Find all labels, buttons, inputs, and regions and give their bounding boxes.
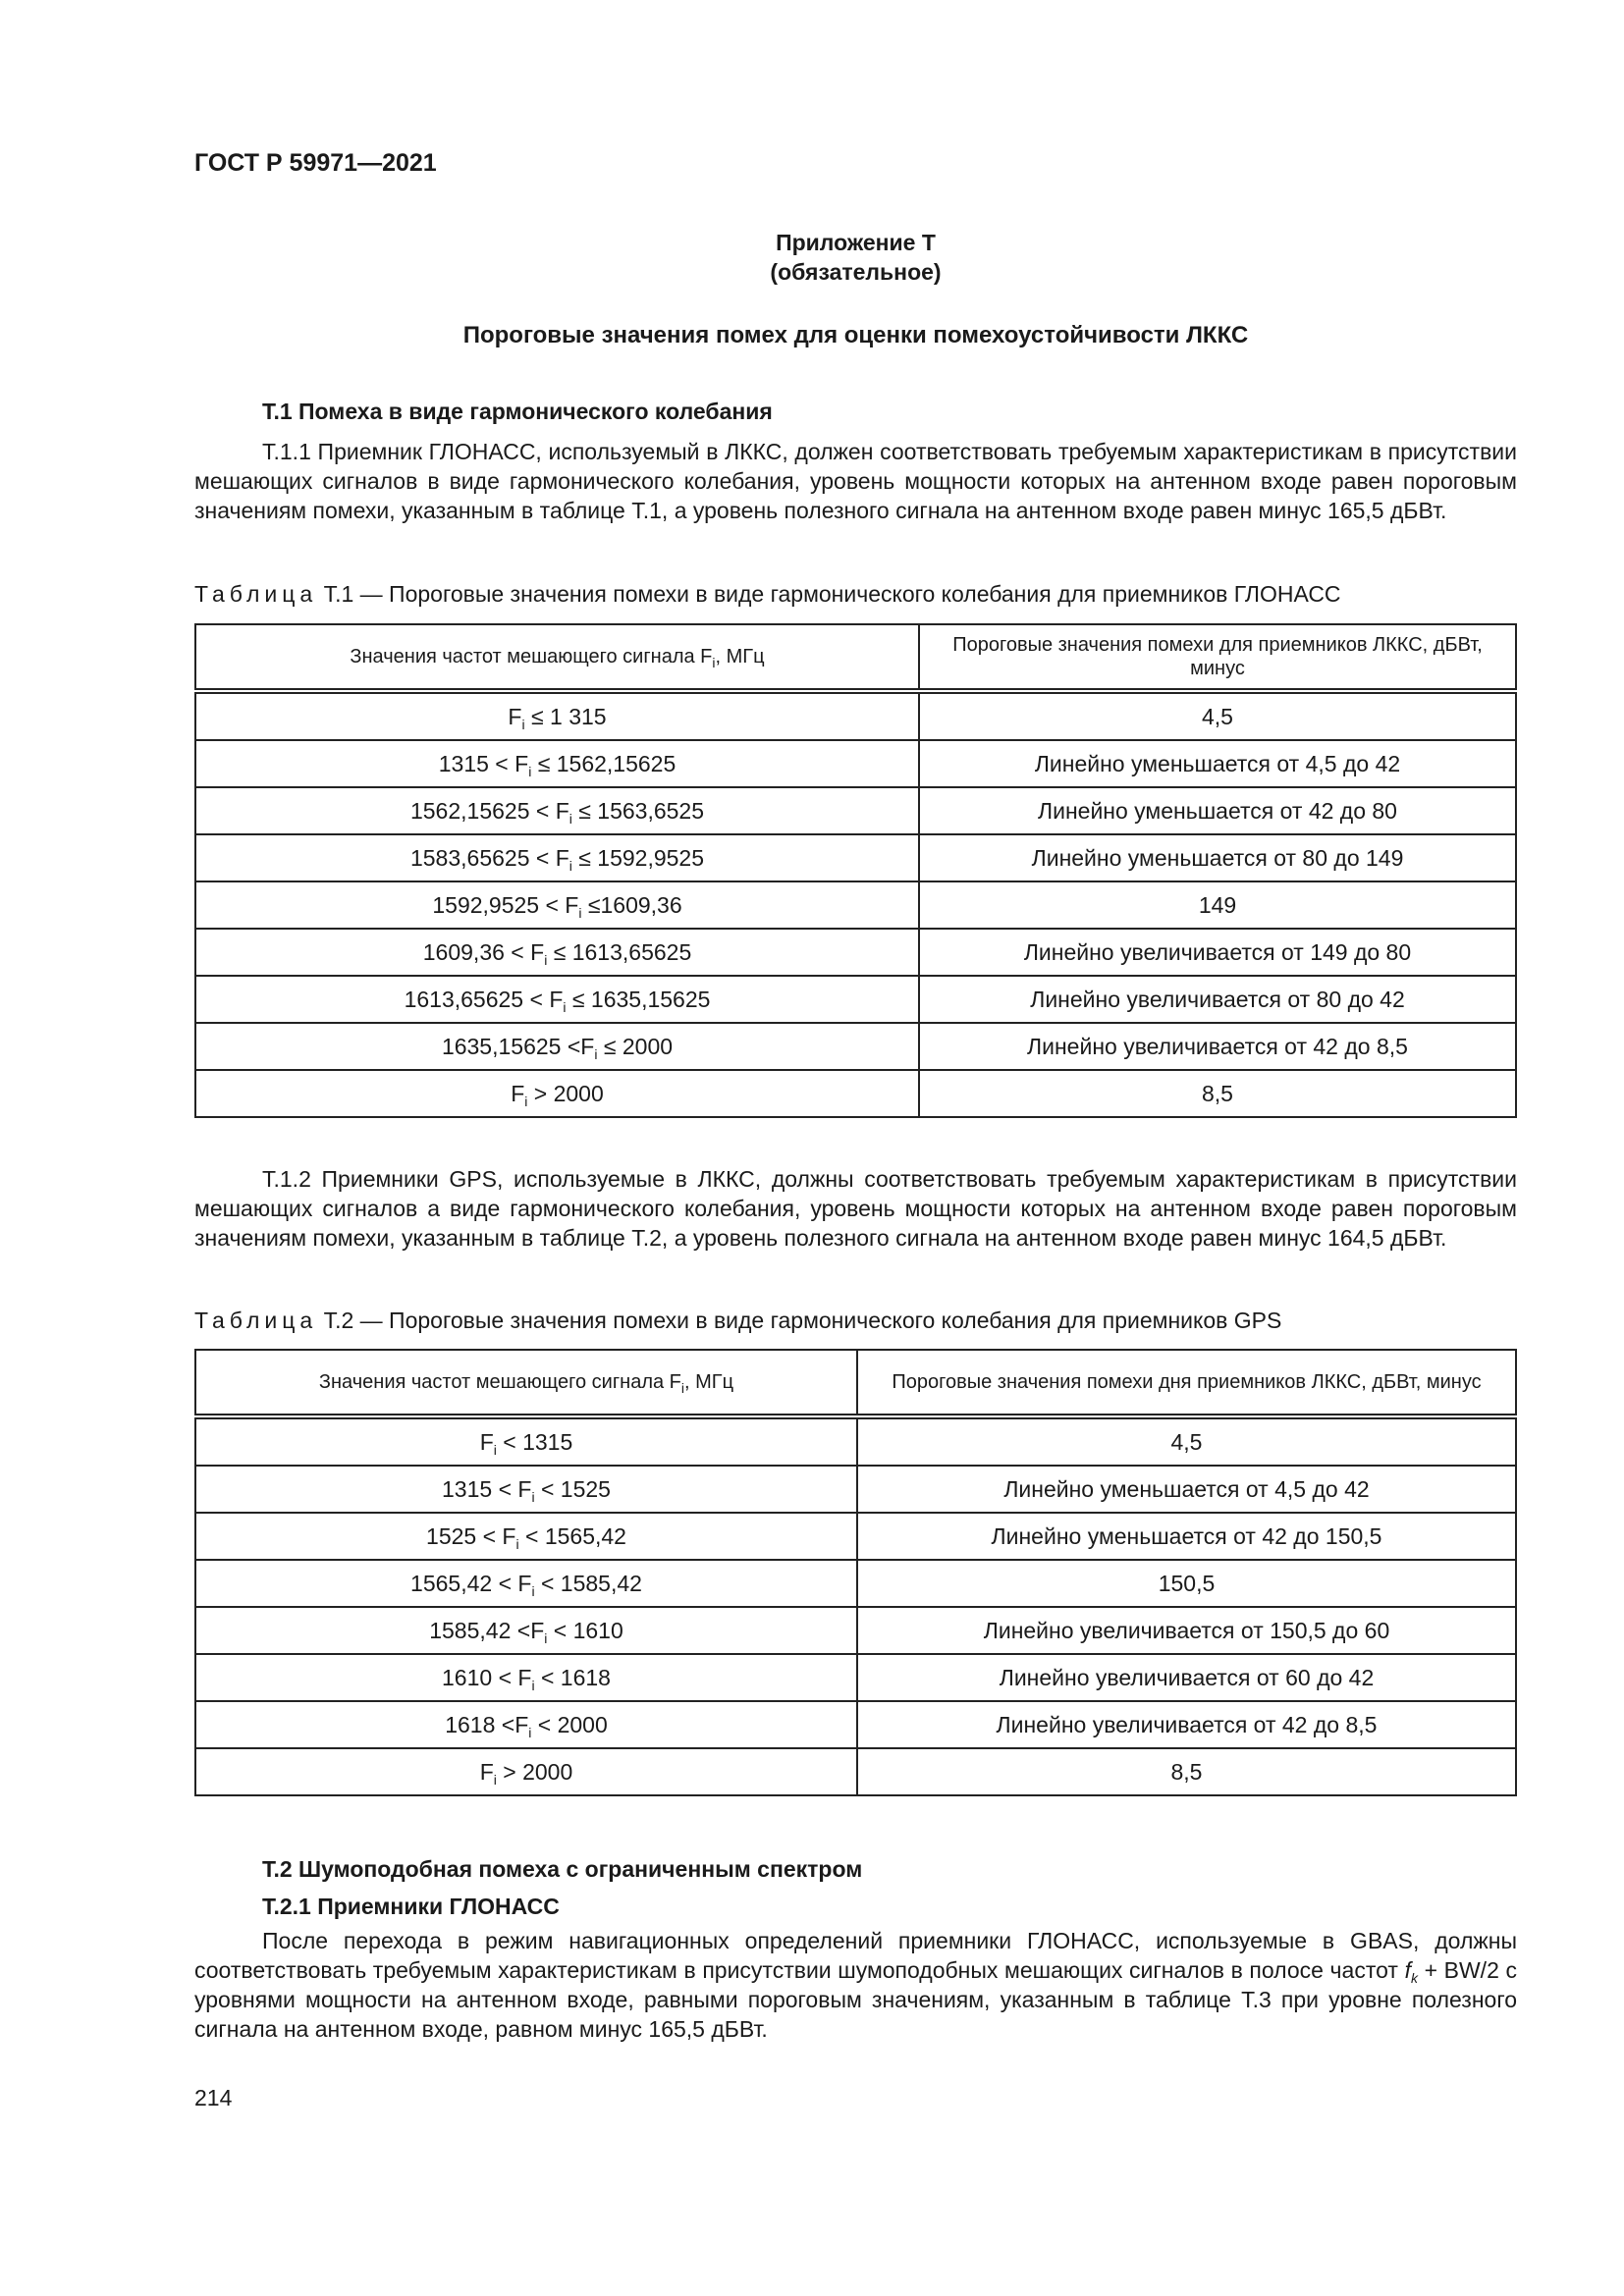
table-row xyxy=(195,740,1516,787)
paragraph-t2-1 xyxy=(194,1926,1517,2044)
frequency-cell: $F_i > 2000$ xyxy=(195,1070,919,1117)
threshold-cell: Линейно увеличивается от 60 до 42 xyxy=(857,1654,1516,1701)
table-header-row xyxy=(195,1350,1516,1416)
frequency-cell: $1525 < F_i < 1565,42$ xyxy=(195,1513,857,1560)
frequency-cell: $F_i \le 1$ 315 xyxy=(195,691,919,740)
section-t1-heading: Т.1 Помеха в виде гармонического колебания xyxy=(262,399,773,424)
appendix-title: Приложение Т xyxy=(776,230,936,255)
frequency-cell: $1562,15625 < F_i \le 1563,6525$ xyxy=(195,787,919,834)
threshold-cell: Линейно увеличивается от 80 до 42 xyxy=(919,976,1516,1023)
page-number: 214 xyxy=(194,2085,233,2110)
frequency-cell: $1315 < F_i < 1525$ xyxy=(195,1466,857,1513)
frequency-cell: $1610 < F_i < 1618$ xyxy=(195,1654,857,1701)
frequency-cell: $1315 < F_i \le 1562,15625$ xyxy=(195,740,919,787)
threshold-cell: Линейно уменьшается от 80 до 149 xyxy=(919,834,1516,881)
section-t2-heading: Т.2 Шумоподобная помеха с ограниченным спектром xyxy=(262,1856,863,1882)
appendix-status: (обязательное) xyxy=(770,259,942,285)
table-row xyxy=(195,691,1516,740)
table-row xyxy=(195,976,1516,1023)
table-row xyxy=(195,1070,1516,1117)
threshold-cell: Линейно увеличивается от 42 до 8,5 xyxy=(919,1023,1516,1070)
paragraph-text: Т.1.2 Приемники GPS, используемые в ЛККС, должны соответствовать требуемым характеристикам в присутствии мешающих сигналов а виде гармонического колебания, уровень мощности которых на антенном входе равен пороговым значениям помехи, указанным в таблице Т.2, а уровень полезного сигнала на антенном входе равен минус 164,5 дБВт. xyxy=(194,1166,1517,1251)
caption-label: Таблица xyxy=(194,581,318,607)
table-row xyxy=(195,1466,1516,1513)
threshold-cell: Линейно уменьшается от 4,5 до 42 xyxy=(857,1466,1516,1513)
paragraph-text: Т.1.1 Приемник ГЛОНАСС, используемый в ЛККС, должен соответствовать требуемым характеристикам в присутствии мешающих сигналов в виде гармонического колебания, уровень мощности которых на антенном входе равен пороговым значениям помехи, указанным в таблице Т.1, а уровень полезного сигнала на антенном входе равен минус 165,5 дБВт. xyxy=(194,439,1517,523)
f-subscript: k xyxy=(1410,1970,1418,1986)
table-glonass-thresholds xyxy=(194,623,1517,1118)
header-frequency: Значения частот мешающего сигнала $F_i$, МГц xyxy=(195,1350,857,1416)
frequency-cell: $F_i > 2000$ xyxy=(195,1748,857,1795)
table-row xyxy=(195,1607,1516,1654)
frequency-cell: $F_i < 1315$ xyxy=(195,1416,857,1466)
table-row xyxy=(195,1513,1516,1560)
caption-text: Т.1 — Пороговые значения помехи в виде гармонического колебания для приемников ГЛОНАСС xyxy=(323,581,1341,607)
paragraph-t1-2 xyxy=(194,1164,1517,1253)
threshold-cell: 150,5 xyxy=(857,1560,1516,1607)
header-frequency: Значения частот мешающего сигнала $F_i$, МГц xyxy=(195,624,919,691)
table-row xyxy=(195,881,1516,929)
threshold-cell: Линейно уменьшается от 4,5 до 42 xyxy=(919,740,1516,787)
table-row xyxy=(195,1654,1516,1701)
frequency-cell: $1583,65625 < F_i \le 1592,9525$ xyxy=(195,834,919,881)
frequency-cell: $1585,42 <F_i < 1610$ xyxy=(195,1607,857,1654)
table-header-row xyxy=(195,624,1516,691)
frequency-cell: $1613,65625 < F_i \le 1635,15625$ xyxy=(195,976,919,1023)
paragraph-t1-1 xyxy=(194,437,1517,525)
threshold-cell: Линейно увеличивается от 42 до 8,5 xyxy=(857,1701,1516,1748)
threshold-cell: 4,5 xyxy=(919,691,1516,740)
threshold-cell: 4,5 xyxy=(857,1416,1516,1466)
f-symbol: f xyxy=(1404,1957,1411,1983)
frequency-cell: $1592,9525 < F_i \le 1609,36$ xyxy=(195,881,919,929)
header-threshold: Пороговые значения помехи для приемников ЛККС, дБВт, минус xyxy=(919,624,1516,691)
threshold-cell: Линейно уменьшается от 42 до 150,5 xyxy=(857,1513,1516,1560)
paragraph-text: После перехода в режим навигационных определений приемники ГЛОНАСС, используемые в GBAS, должны соответствовать требуемым характеристикам в присутствии шумоподобных мешающих сигналов в полосе частот xyxy=(194,1928,1517,1983)
threshold-cell: Линейно увеличивается от 150,5 до 60 xyxy=(857,1607,1516,1654)
threshold-cell: 8,5 xyxy=(919,1070,1516,1117)
threshold-cell: 149 xyxy=(919,881,1516,929)
frequency-cell: $1618 <F_i < 2000$ xyxy=(195,1701,857,1748)
threshold-cell: Линейно увеличивается от 149 до 80 xyxy=(919,929,1516,976)
frequency-cell: $1635,15625 <F_i \le 2000$ xyxy=(195,1023,919,1070)
table-row xyxy=(195,1701,1516,1748)
table-gps-thresholds xyxy=(194,1349,1517,1796)
paragraph-text: + BW/2 с уровнями мощности на антенном входе, равными пороговым значениям, указанным в таблице Т.3 при уровне полезного сигнала на антенном входе, равном минус 165,5 дБВт. xyxy=(194,1957,1517,2042)
section-t2-1-heading: Т.2.1 Приемники ГЛОНАСС xyxy=(262,1894,560,1919)
table-row xyxy=(195,1560,1516,1607)
table-row xyxy=(195,834,1516,881)
table-row xyxy=(195,1023,1516,1070)
table-row xyxy=(195,1748,1516,1795)
table1-caption xyxy=(194,581,1341,608)
standard-number: ГОСТ Р 59971—2021 xyxy=(194,149,437,177)
threshold-cell: 8,5 xyxy=(857,1748,1516,1795)
threshold-cell: Линейно уменьшается от 42 до 80 xyxy=(919,787,1516,834)
caption-text: Т.2 — Пороговые значения помехи в виде гармонического колебания для приемников GPS xyxy=(323,1308,1282,1333)
frequency-cell: $1565,42 < F_i < 1585,42$ xyxy=(195,1560,857,1607)
frequency-cell: $1609,36 < F_i \le 1613,65625$ xyxy=(195,929,919,976)
table2-caption xyxy=(194,1308,1281,1334)
table-row xyxy=(195,787,1516,834)
appendix-heading: Пороговые значения помех для оценки помехоустойчивости ЛККС xyxy=(462,322,1249,348)
table-row xyxy=(195,929,1516,976)
table-row xyxy=(195,1416,1516,1466)
header-threshold: Пороговые значения помехи дня приемников ЛККС, дБВт, минус xyxy=(857,1350,1516,1416)
caption-label: Таблица xyxy=(194,1308,318,1333)
